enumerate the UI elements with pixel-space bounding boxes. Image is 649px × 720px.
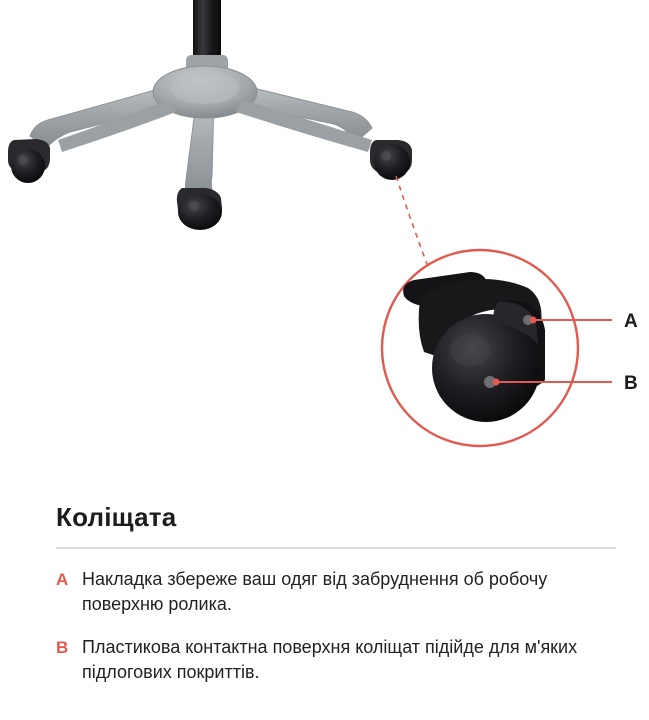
list-item bbox=[56, 635, 626, 685]
callout-a-label: A bbox=[624, 311, 638, 332]
feature-text-a: Накладка збереже ваш одяг від забруднення об робочу поверхню ролика. bbox=[82, 569, 548, 614]
feature-key-a: A bbox=[56, 570, 69, 589]
caster-front-left bbox=[8, 139, 50, 183]
gas-cylinder bbox=[186, 0, 228, 77]
list-item bbox=[56, 567, 626, 617]
feature-text-b: Пластикова контактна поверхня коліщат підійде для м'яких підлогових покриттів. bbox=[82, 637, 578, 682]
divider bbox=[56, 547, 616, 549]
callout-b-label: B bbox=[624, 373, 638, 394]
page-title: Коліщата bbox=[56, 502, 177, 532]
feature-key-b: B bbox=[56, 638, 69, 657]
zoom-connector-line bbox=[396, 176, 430, 272]
feature-info-block bbox=[0, 470, 649, 685]
caster-detail-zoom bbox=[382, 250, 578, 446]
caster-front-center bbox=[177, 188, 222, 230]
caster-front-right bbox=[370, 140, 412, 180]
chair-base bbox=[22, 66, 376, 200]
